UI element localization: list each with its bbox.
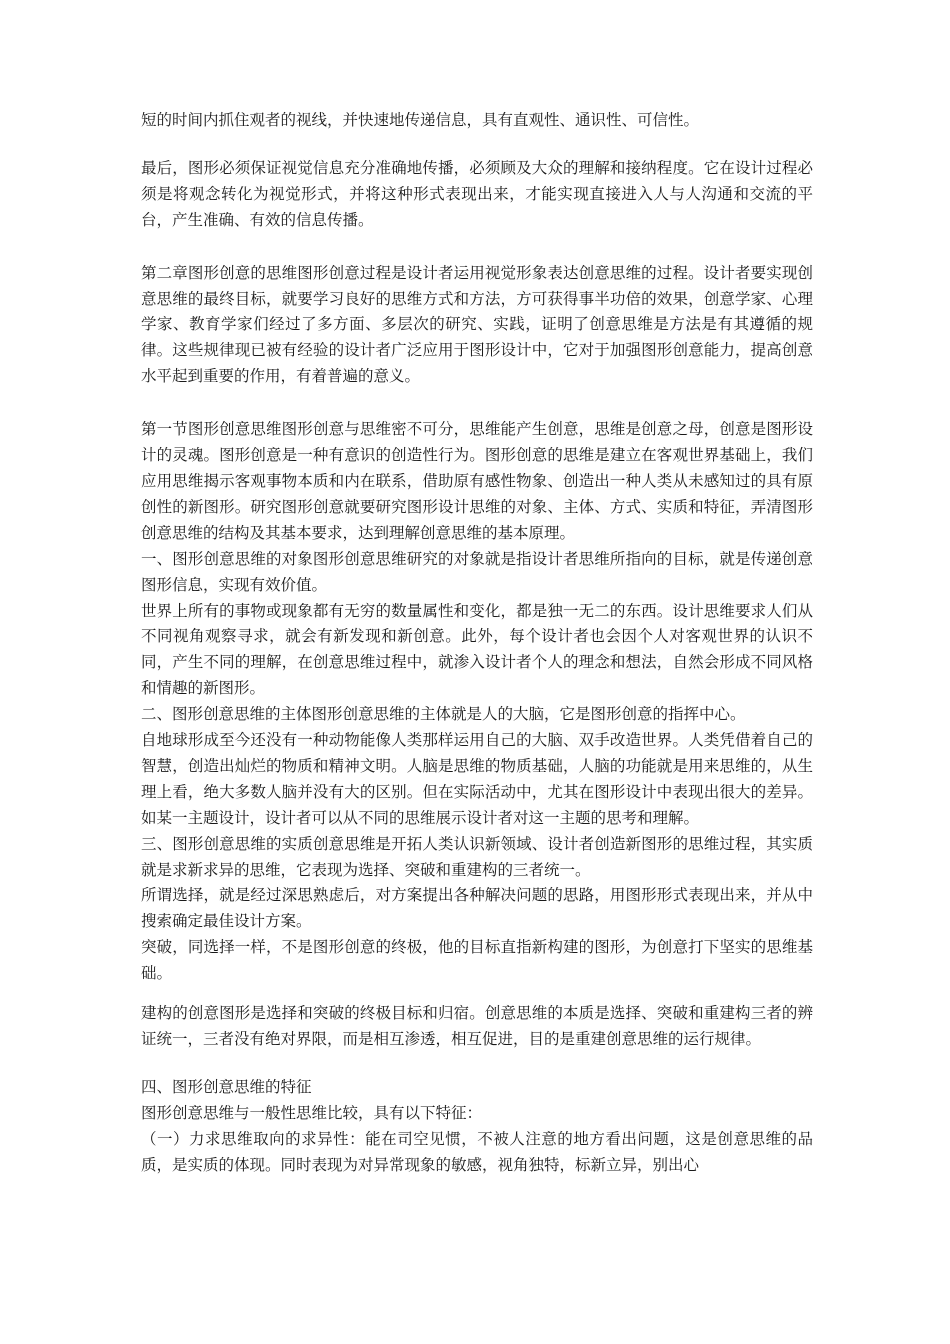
- paragraph-features-intro: 图形创意思维与一般性思维比较，具有以下特征：: [141, 1103, 483, 1122]
- paragraph-finally: 最后，图形必须保证视觉信息充分准确地传播，必须顾及大众的理解和接纳程度。它在设计过程必须是将观念转化为视觉形式，并将这种形式表现出来，才能实现直接进入人与人沟通和交流的平台，产生准确、有效的信息传播。: [141, 158, 813, 229]
- paragraph-object-heading: 一、图形创意思维的对象图形创意思维研究的对象就是指设计者思维所指向的目标，就是传递创意图形信息，实现有效价值。: [141, 549, 813, 594]
- paragraph-feature-one: （一）力求思维取向的求异性：能在司空见惯，不被人注意的地方看出问题，这是创意思维的品质，是实质的体现。同时表现为对异常现象的敏感，视角独特，标新立异，别出心: [141, 1129, 813, 1174]
- paragraph-object-body: 世界上所有的事物或现象都有无穷的数量属性和变化，都是独一无二的东西。设计思维要求人们从不同视角观察寻求，就会有新发现和新创意。此外，每个设计者也会因个人对客观世界的认识不同，产生不同的理解，在创意思维过程中，就渗入设计者个人的理念和想法，自然会形成不同风格和情趣的新图形。: [141, 601, 813, 698]
- paragraph-features-heading: 四、图形创意思维的特征: [141, 1077, 312, 1096]
- paragraph-breakthrough: 突破，同选择一样，不是图形创意的终极，他的目标直指新构建的图形，为创意打下坚实的思维基础。: [141, 938, 813, 983]
- paragraph-selection: 所谓选择，就是经过深思熟虑后，对方案提出各种解决问题的思路，用图形形式表现出来，并从中搜索确定最佳设计方案。: [141, 886, 813, 931]
- paragraph-intro-continuation: 短的时间内抓住观者的视线，并快速地传递信息，具有直观性、通识性、可信性。: [141, 111, 700, 129]
- paragraph-subject-body: 自地球形成至今还没有一种动物能像人类那样运用自己的大脑、双手改造世界。人类凭借着自己的智慧，创造出灿烂的物质和精神文明。人脑是思维的物质基础，人脑的功能就是用来思维的，从生理上看，绝大多数人脑并没有大的区别。但在实际活动中，尤其在图形设计中表现出很大的差异。如某一主题设计，设计者可以从不同的思维展示设计者对这一主题的思考和理解。: [141, 731, 813, 827]
- document-body: [141, 108, 813, 1179]
- paragraph-chapter-two: 第二章图形创意的思维图形创意过程是设计者运用视觉形象表达创意思维的过程。设计者要实现创意思维的最终目标，就要学习良好的思维方式和方法，方可获得事半功倍的效果，创意学家、心理学家、教育学家们经过了多方面、多层次的研究、实践，证明了创意思维是方法是有其遵循的规律。这些规律现已被有经验的设计者广泛应用于图形设计中，它对于加强图形创意能力，提高创意水平起到重要的作用，有着普遍的意义。: [141, 263, 813, 386]
- paragraph-subject-heading: 二、图形创意思维的主体图形创意思维的主体就是人的大脑，它是图形创意的指挥中心。: [141, 705, 746, 724]
- paragraph-essence-heading: 三、图形创意思维的实质创意思维是开拓人类认识新领域、设计者创造新图形的思维过程，其实质就是求新求异的思维，它表现为选择、突破和重建构的三者统一。: [141, 834, 813, 879]
- paragraph-section-one: 第一节图形创意思维图形创意与思维密不可分，思维能产生创意，思维是创意之母，创意是图形设计的灵魂。图形创意是一种有意识的创造性行为。图形创意的思维是建立在客观世界基础上，我们应用思维揭示客观事物本质和内在联系，借助原有感性物象、创造出一种人类从未感知过的具有原创性的新图形。研究图形创意就要研究图形设计思维的对象、主体、方式、实质和特征，弄清图形创意思维的结构及其基本要求，达到理解创意思维的基本原理。: [141, 420, 813, 542]
- paragraph-construction: 建构的创意图形是选择和突破的终极目标和归宿。创意思维的本质是选择、突破和重建构三者的辨证统一，三者没有绝对界限，而是相互渗透，相互促进，目的是重建创意思维的运行规律。: [141, 1004, 813, 1048]
